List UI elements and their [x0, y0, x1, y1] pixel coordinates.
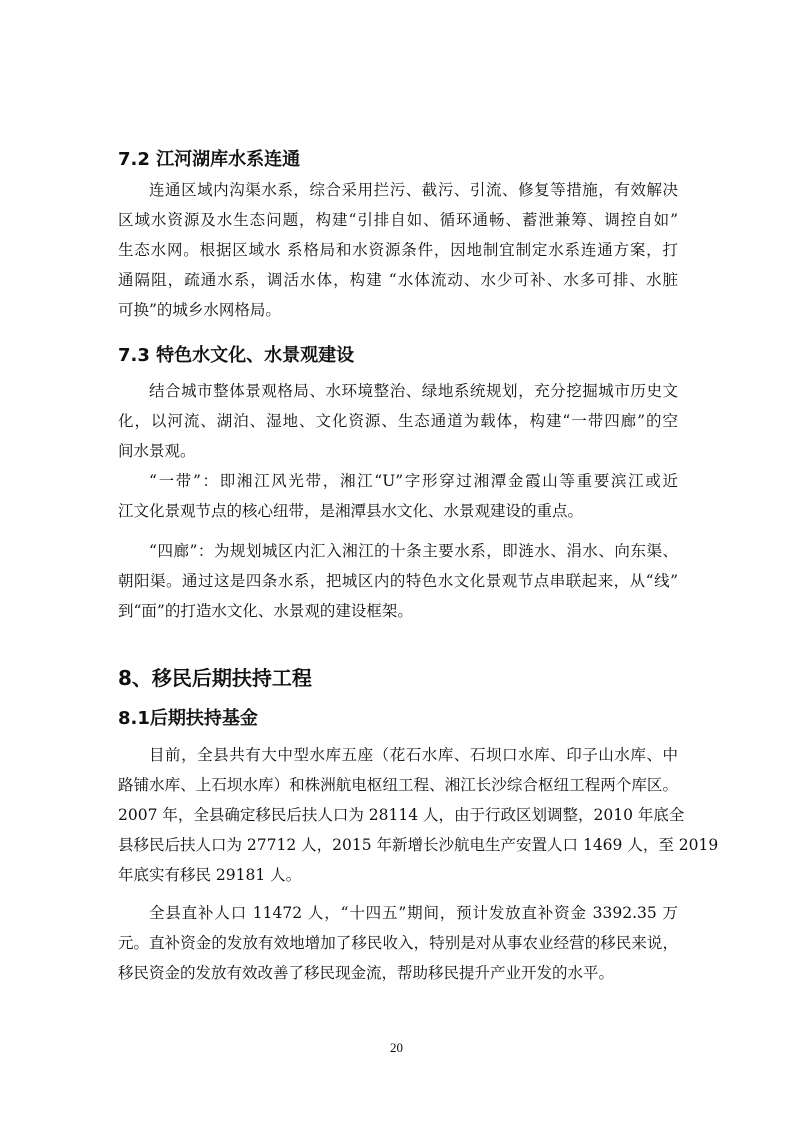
text-line: 可换”的城乡水网格局。: [118, 301, 281, 319]
chapter-heading-8: 8、移民后期扶持工程: [118, 666, 312, 690]
text-line: 到“面”的打造水文化、水景观的建设框架。: [118, 602, 413, 620]
section-7-2-paragraph: [118, 175, 678, 325]
section-heading-7-2: 7.2 江河湖库水系连通: [118, 149, 301, 170]
section-7-3-paragraph-3: [118, 536, 678, 626]
text-line: 县移民后扶人口为 27712 人，2015 年新增长沙航电生产安置人口 1469 人，至 2019: [118, 836, 719, 854]
text-line: “一带”：即湘江风光带，湘江“U”字形穿过湘潭金霞山等重要滨江或近: [149, 472, 678, 490]
text-line: 连通区域内沟渠水系，综合采用拦污、截污、引流、修复等措施，有效解决: [149, 181, 678, 199]
section-heading-8-1: 8.1后期扶持基金: [118, 708, 258, 729]
section-8-1-paragraph-2: [118, 898, 678, 988]
text-line: 路铺水库、上石坝水库）和株洲航电枢纽工程、湘江长沙综合枢纽工程两个库区。: [118, 776, 678, 794]
text-line: 2007 年，全县确定移民后扶人口为 28114 人，由于行政区划调整，2010 年底全: [118, 806, 685, 824]
text-line: 化，以河流、湖泊、湿地、文化资源、生态通道为载体，构建“一带四廊”的空: [118, 412, 678, 430]
section-heading-7-3: 7.3 特色水文化、水景观建设: [118, 345, 355, 366]
text-line: 生态水网。根据区域水 系格局和水资源条件，因地制宜制定水系连通方案，打: [118, 241, 678, 259]
text-line: 朝阳渠。通过这是四条水系，把城区内的特色水文化景观节点串联起来，从“线”: [118, 572, 678, 590]
text-line: “四廊”：为规划城区内汇入湘江的十条主要水系，即涟水、涓水、向东渠、: [149, 542, 678, 560]
section-7-3-paragraph-1: [118, 376, 678, 466]
text-line: 结合城市整体景观格局、水环境整治、绿地系统规划，充分挖掘城市历史文: [149, 382, 678, 400]
text-line: 元。直补资金的发放有效地增加了移民收入，特别是对从事农业经营的移民来说，: [118, 934, 678, 952]
text-line: 年底实有移民 29181 人。: [118, 866, 302, 884]
text-line: 全县直补人口 11472 人，“十四五”期间，预计发放直补资金 3392.35 万: [149, 904, 678, 922]
text-line: 间水景观。: [118, 442, 196, 460]
section-7-3-paragraph-2: [118, 466, 678, 526]
text-line: 江文化景观节点的核心纽带，是湘潭县水文化、水景观建设的重点。: [118, 502, 584, 520]
text-line: 目前，全县共有大中型水库五座（花石水库、石坝口水库、印子山水库、中: [149, 746, 678, 764]
text-line: 区域水资源及水生态问题，构建“引排自如、循环通畅、蓄泄兼筹、调控自如”: [118, 211, 678, 229]
text-line: 通隔阻，疏通水系，调活水体，构建 “水体流动、水少可补、水多可排、水脏: [118, 271, 678, 289]
page-number: 20: [390, 1040, 403, 1055]
text-line: 移民资金的发放有效改善了移民现金流，帮助移民提升产业开发的水平。: [118, 964, 615, 982]
section-8-1-paragraph-1: [118, 740, 719, 890]
